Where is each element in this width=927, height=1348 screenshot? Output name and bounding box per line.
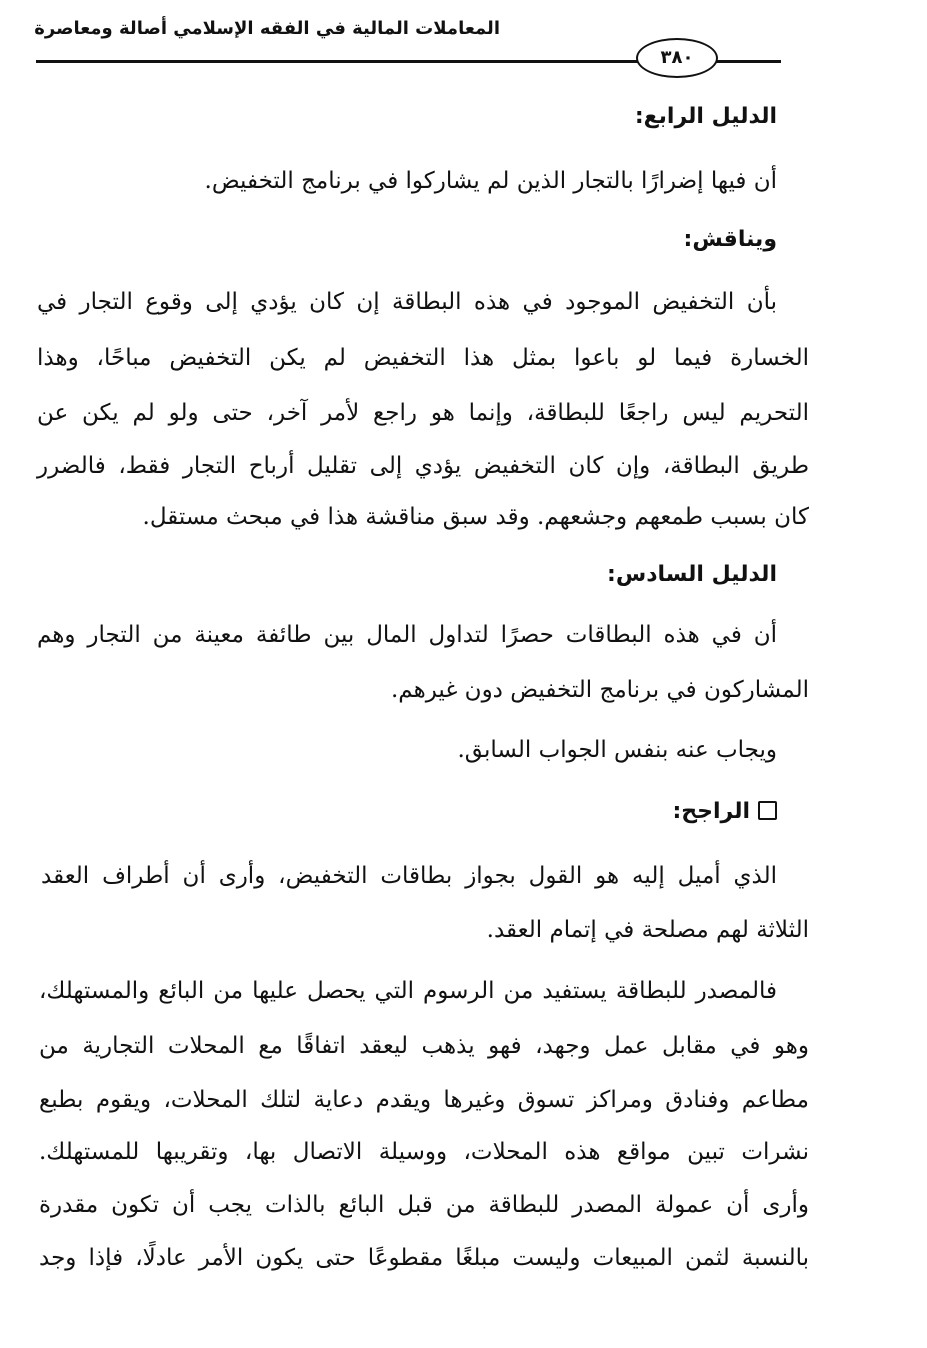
running-title: المعاملات المالية في الفقه الإسلامي أصالة ومعاصرة xyxy=(34,18,500,39)
heading-discussion: ويناقش: xyxy=(683,227,777,252)
heading-fourth-evidence: الدليل الرابع: xyxy=(634,104,777,129)
text-line: كان بسبب طمعهم وجشعهم. وقد سبق مناقشة هذا في مبحث مستقل. xyxy=(142,504,809,530)
text-line: الخسارة فيما لو باعوا بمثل هذا التخفيض لم يكن التخفيض مباحًا، وهذا xyxy=(37,345,809,371)
text-line: ويجاب عنه بنفس الجواب السابق. xyxy=(457,737,777,763)
text-line: طريق البطاقة، وإن كان التخفيض يؤدي إلى تقليل أرباح التجار فقط، فالضرر xyxy=(37,453,809,479)
text-line: وهو في مقابل عمل وجهد، فهو يذهب ليعقد اتفاقًا مع المحلات التجارية من xyxy=(39,1033,809,1059)
heading-preferred-view xyxy=(672,797,777,827)
text-line: المشاركون في برنامج التخفيض دون غيرهم. xyxy=(390,677,809,703)
heading-sixth-evidence: الدليل السادس: xyxy=(607,562,777,587)
text-line: أن فيها إضرارًا بالتجار الذين لم يشاركوا في برنامج التخفيض. xyxy=(204,168,777,194)
page-number-badge: ٣٨٠ xyxy=(636,38,718,78)
text-line: مطاعم وفنادق ومراكز تسوق وغيرها ويقدم دعاية لتلك المحلات، ويقوم بطبع xyxy=(39,1087,809,1113)
text-line: التحريم ليس راجعًا للبطاقة، وإنما هو راجع لأمر آخر، حتى ولو لم يكن عن xyxy=(37,400,809,426)
text-line: الثلاثة لهم مصلحة في إتمام العقد. xyxy=(486,917,809,943)
text-line: فالمصدر للبطاقة يستفيد من الرسوم التي يحصل عليها من البائع والمستهلك، xyxy=(39,978,777,1004)
checkbox-square-icon xyxy=(758,801,777,820)
text-line: بأن التخفيض الموجود في هذه البطاقة إن كان يؤدي إلى وقوع التجار في xyxy=(37,289,777,315)
text-line: الذي أميل إليه هو القول بجواز بطاقات التخفيض، وأرى أن أطراف العقد xyxy=(41,863,777,889)
text-line: بالنسبة لثمن المبيعات وليست مبلغًا مقطوعًا حتى يكون الأمر عادلًا، فإذا وجد xyxy=(39,1245,809,1271)
heading-preferred-label: الراجح: xyxy=(672,799,750,824)
text-line: وأرى أن عمولة المصدر للبطاقة من قبل البائع بالذات يجب أن تكون مقدرة xyxy=(39,1192,809,1218)
text-line: نشرات تبين مواقع هذه المحلات، ووسيلة الاتصال بها، وتقريبها للمستهلك. xyxy=(39,1139,809,1165)
text-line: أن في هذه البطاقات حصرًا لتداول المال بين طائفة معينة من التجار وهم xyxy=(37,622,777,648)
